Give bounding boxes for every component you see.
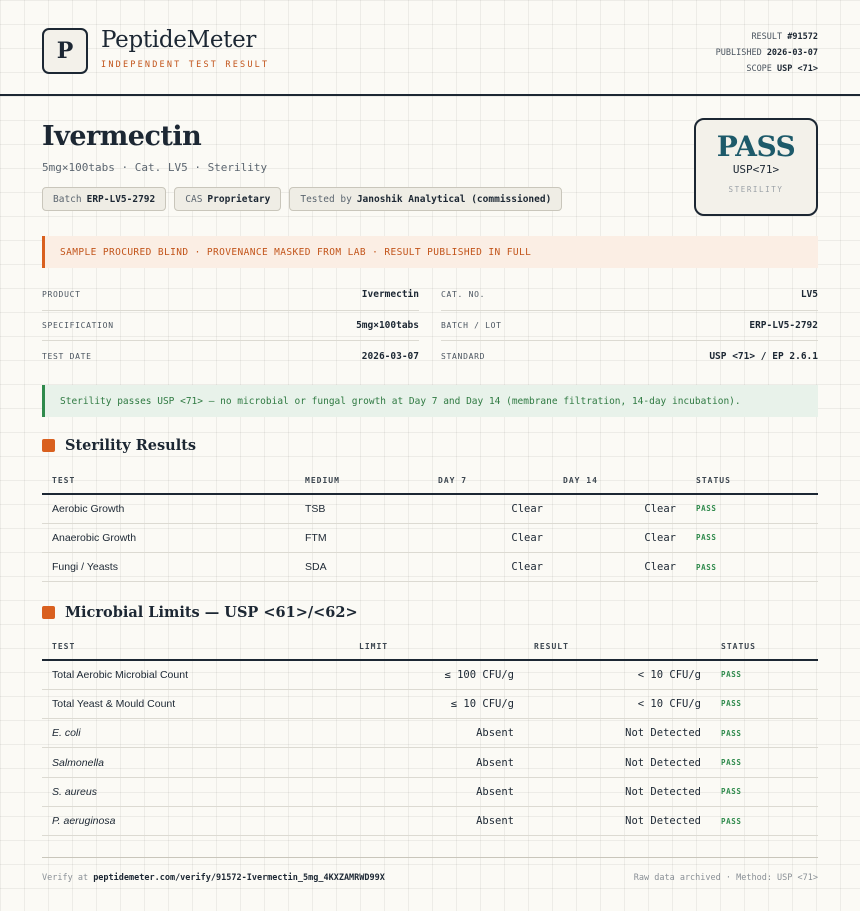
info-label: BATCH / LOT xyxy=(441,320,502,330)
report-footer xyxy=(42,857,818,897)
column-header: STATUS xyxy=(686,467,818,494)
result-id-label: RESULT xyxy=(751,32,783,42)
limit: Absent xyxy=(349,806,524,835)
day14-result: Clear xyxy=(553,494,686,523)
verify-line xyxy=(42,873,385,883)
product-subtitle: 5mg×100tabs · Cat. LV5 · Sterility xyxy=(42,161,268,174)
table-row xyxy=(42,777,818,806)
info-label: PRODUCT xyxy=(42,290,81,300)
result-id: #91572 xyxy=(787,32,818,42)
info-value: 2026-03-07 xyxy=(361,350,419,362)
medium: TSB xyxy=(295,494,428,523)
report-header xyxy=(0,0,860,96)
result: Not Detected xyxy=(524,806,711,835)
summary-notice: Sterility passes USP <71> — no microbial or fungal growth at Day 7 and Day 14 (membrane filtration, 14-day incubation). xyxy=(42,385,818,417)
verify-label: Verify at xyxy=(42,872,89,883)
batch-chip xyxy=(42,187,166,211)
column-header: MEDIUM xyxy=(295,467,428,494)
product-title: Ivermectin xyxy=(42,121,202,152)
table-row xyxy=(42,494,818,523)
info-value: 5mg×100tabs xyxy=(356,319,419,331)
table-row xyxy=(42,806,818,835)
column-header: LIMIT xyxy=(349,633,524,660)
chip-value: Janoshik Analytical (commissioned) xyxy=(356,193,552,205)
logo: P xyxy=(42,28,88,74)
info-value: Ivermectin xyxy=(361,289,419,301)
result: < 10 CFU/g xyxy=(524,660,711,689)
test-name: Total Yeast & Mould Count xyxy=(42,689,349,718)
result-meta xyxy=(716,29,818,77)
day7-result: Clear xyxy=(428,553,553,582)
verdict-category: STERILITY xyxy=(728,185,784,194)
day14-result: Clear xyxy=(553,553,686,582)
sterility-table xyxy=(42,467,818,582)
test-name: P. aeruginosa xyxy=(42,806,349,835)
section-marker-icon xyxy=(42,606,55,619)
test-name: Total Aerobic Microbial Count xyxy=(42,660,349,689)
status-badge: PASS xyxy=(711,660,818,689)
section-title-text: Sterility Results xyxy=(65,437,197,454)
info-grid xyxy=(42,280,818,372)
column-header: TEST xyxy=(42,633,349,660)
info-cell xyxy=(42,341,419,372)
microbial-table xyxy=(42,633,818,836)
test-name: Anaerobic Growth xyxy=(42,523,295,552)
brand-tagline: INDEPENDENT TEST RESULT xyxy=(101,60,270,70)
info-label: STANDARD xyxy=(441,351,486,361)
status-badge: PASS xyxy=(711,719,818,748)
chip-value: ERP-LV5-2792 xyxy=(86,193,156,205)
tested-by-chip xyxy=(289,187,562,211)
section-marker-icon xyxy=(42,439,55,452)
status-badge: PASS xyxy=(686,494,818,523)
verdict-standard: USP<71> xyxy=(732,163,780,176)
table-row xyxy=(42,523,818,552)
table-header-row xyxy=(42,633,818,660)
verdict-stamp xyxy=(694,118,818,216)
status-badge: PASS xyxy=(711,777,818,806)
test-name: S. aureus xyxy=(42,777,349,806)
section-title-text: Microbial Limits — USP <61>/<62> xyxy=(65,604,358,621)
published-date: 2026-03-07 xyxy=(766,48,818,58)
column-header: STATUS xyxy=(711,633,818,660)
status-badge: PASS xyxy=(686,523,818,552)
test-name: E. coli xyxy=(42,719,349,748)
info-cell xyxy=(441,341,818,372)
table-row xyxy=(42,660,818,689)
method-note: Raw data archived · Method: USP <71> xyxy=(633,872,818,883)
provenance-notice: SAMPLE PROCURED BLIND · PROVENANCE MASKED FROM LAB · RESULT PUBLISHED IN FULL xyxy=(42,236,818,268)
chip-label: Batch xyxy=(53,193,82,205)
column-header: DAY 14 xyxy=(553,467,686,494)
result-id-line xyxy=(716,29,818,45)
info-label: SPECIFICATION xyxy=(42,320,114,330)
limit: ≤ 100 CFU/g xyxy=(349,660,524,689)
info-cell xyxy=(441,311,818,342)
verdict-result: PASS xyxy=(716,130,796,163)
medium: FTM xyxy=(295,523,428,552)
column-header: TEST xyxy=(42,467,295,494)
day14-result: Clear xyxy=(553,523,686,552)
day7-result: Clear xyxy=(428,523,553,552)
scope-line xyxy=(716,61,818,77)
verify-link[interactable]: peptidemeter.com/verify/91572-Ivermectin_5mg_4KXZAMRWD99X xyxy=(93,872,385,883)
limit: Absent xyxy=(349,777,524,806)
medium: SDA xyxy=(295,553,428,582)
table-header-row xyxy=(42,467,818,494)
info-value: ERP-LV5-2792 xyxy=(749,319,818,331)
result: Not Detected xyxy=(524,719,711,748)
table-row xyxy=(42,553,818,582)
chip-label: Tested by xyxy=(300,193,352,205)
scope-label: SCOPE xyxy=(746,64,772,74)
sterility-section-title xyxy=(42,437,196,454)
brand-name: PeptideMeter xyxy=(101,27,257,53)
info-label: TEST DATE xyxy=(42,351,92,361)
limit: Absent xyxy=(349,748,524,777)
info-cell xyxy=(42,280,419,311)
result: < 10 CFU/g xyxy=(524,689,711,718)
product-chips xyxy=(42,187,562,211)
table-row xyxy=(42,689,818,718)
info-row xyxy=(42,341,818,372)
test-name: Salmonella xyxy=(42,748,349,777)
result: Not Detected xyxy=(524,777,711,806)
column-header: DAY 7 xyxy=(428,467,553,494)
info-value: USP <71> / EP 2.6.1 xyxy=(709,350,818,362)
info-cell xyxy=(42,311,419,342)
status-badge: PASS xyxy=(686,553,818,582)
result: Not Detected xyxy=(524,748,711,777)
table-row xyxy=(42,748,818,777)
status-badge: PASS xyxy=(711,806,818,835)
microbial-section-title xyxy=(42,604,358,621)
status-badge: PASS xyxy=(711,748,818,777)
limit: Absent xyxy=(349,719,524,748)
info-label: CAT. NO. xyxy=(441,290,486,300)
scope-value: USP <71> xyxy=(777,64,818,74)
column-header: RESULT xyxy=(524,633,711,660)
chip-value: Proprietary xyxy=(207,193,271,205)
info-row xyxy=(42,280,818,311)
day7-result: Clear xyxy=(428,494,553,523)
cas-chip xyxy=(174,187,281,211)
info-cell xyxy=(441,280,818,311)
info-value: LV5 xyxy=(800,289,818,301)
table-row xyxy=(42,719,818,748)
status-badge: PASS xyxy=(711,689,818,718)
limit: ≤ 10 CFU/g xyxy=(349,689,524,718)
chip-label: CAS xyxy=(185,193,203,205)
info-row xyxy=(42,311,818,342)
published-line xyxy=(716,45,818,61)
test-name: Fungi / Yeasts xyxy=(42,553,295,582)
test-name: Aerobic Growth xyxy=(42,494,295,523)
published-label: PUBLISHED xyxy=(715,48,762,58)
